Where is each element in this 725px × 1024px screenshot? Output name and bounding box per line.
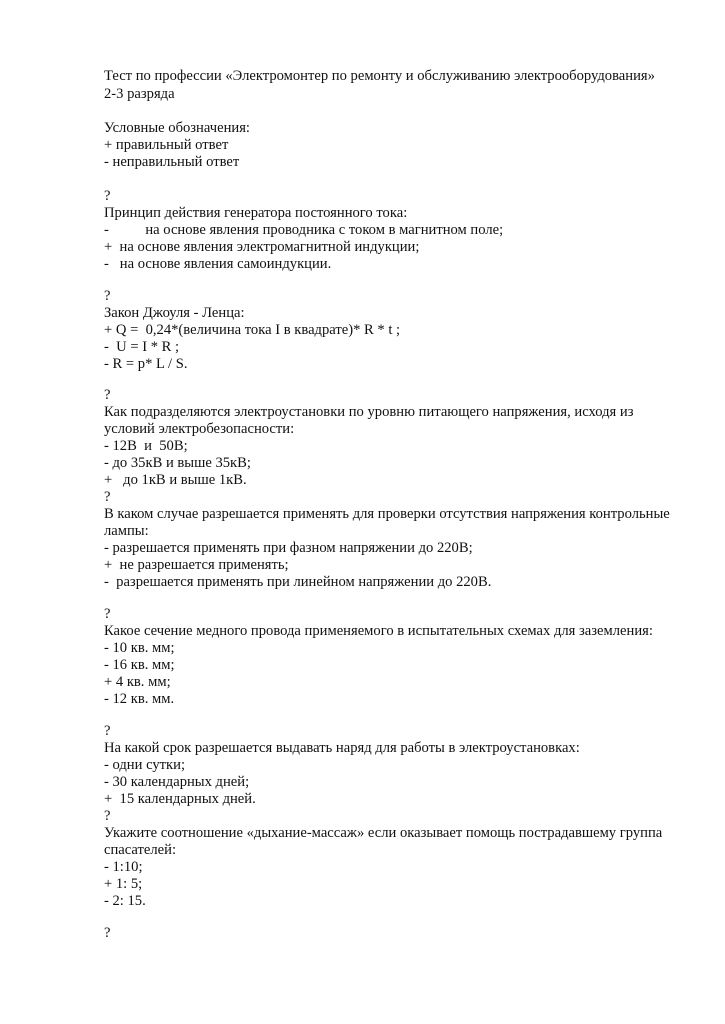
question-marker: ? [104, 188, 111, 204]
answer-option: - R = p* L / S. [104, 356, 188, 372]
answer-option: - 12В и 50В; [104, 438, 188, 454]
answer-option: - 2: 15. [104, 893, 146, 909]
answer-option: - U = I * R ; [104, 339, 180, 355]
question-marker: ? [104, 925, 111, 941]
answer-option: - разрешается применять при фазном напряжении до 220В; [104, 540, 473, 556]
question-marker: ? [104, 489, 111, 505]
question-text: Принцип действия генератора постоянного тока: [104, 205, 408, 221]
question-marker: ? [104, 808, 111, 824]
answer-option: - 10 кв. мм; [104, 640, 175, 656]
question-marker: ? [104, 723, 111, 739]
title-line-1: Тест по профессии «Электромонтер по ремонту и обслуживанию электрооборудования» [104, 68, 655, 84]
answer-option: - до 35кВ и выше 35кВ; [104, 455, 251, 471]
question-text: Какое сечение медного провода применяемого в испытательных схемах для заземления: [104, 623, 653, 639]
answer-option: + 4 кв. мм; [104, 674, 171, 690]
question-text: Как подразделяются электроустановки по уровню питающего напряжения, исходя из условий электробезопасности: [104, 404, 634, 437]
answer-option: - 16 кв. мм; [104, 657, 175, 673]
answer-option: + 1: 5; [104, 876, 143, 892]
question-text: В каком случае разрешается применять для проверки отсутствия напряжения контрольные лампы: [104, 506, 670, 539]
answer-option: - разрешается применять при линейном напряжении до 220В. [104, 574, 492, 590]
answer-option: - 12 кв. мм. [104, 691, 175, 707]
legend-wrong: - неправильный ответ [104, 154, 240, 170]
legend-correct: + правильный ответ [104, 137, 229, 153]
answer-option: - одни сутки; [104, 757, 185, 773]
question-text: Закон Джоуля - Ленца: [104, 305, 245, 321]
answer-option: + не разрешается применять; [104, 557, 289, 573]
answer-option: + до 1кВ и выше 1кВ. [104, 472, 247, 488]
question-marker: ? [104, 387, 111, 403]
question-marker: ? [104, 288, 111, 304]
question-text: На какой срок разрешается выдавать наряд для работы в электроустановках: [104, 740, 580, 756]
answer-option: - на основе явления проводника с током в магнитном поле; [104, 222, 504, 238]
answer-option: + на основе явления электромагнитной индукции; [104, 239, 420, 255]
legend-heading: Условные обозначения: [104, 120, 250, 136]
answer-option: - 1:10; [104, 859, 143, 875]
answer-option: + Q = 0,24*(величина тока I в квадрате)* R * t ; [104, 322, 401, 338]
answer-option: + 15 календарных дней. [104, 791, 256, 807]
answer-option: - на основе явления самоиндукции. [104, 256, 332, 272]
title-line-2: 2-3 разряда [104, 86, 175, 102]
answer-option: - 30 календарных дней; [104, 774, 250, 790]
question-marker: ? [104, 606, 111, 622]
question-text: Укажите соотношение «дыхание-массаж» если оказывает помощь пострадавшему группа спасателей: [104, 825, 663, 858]
